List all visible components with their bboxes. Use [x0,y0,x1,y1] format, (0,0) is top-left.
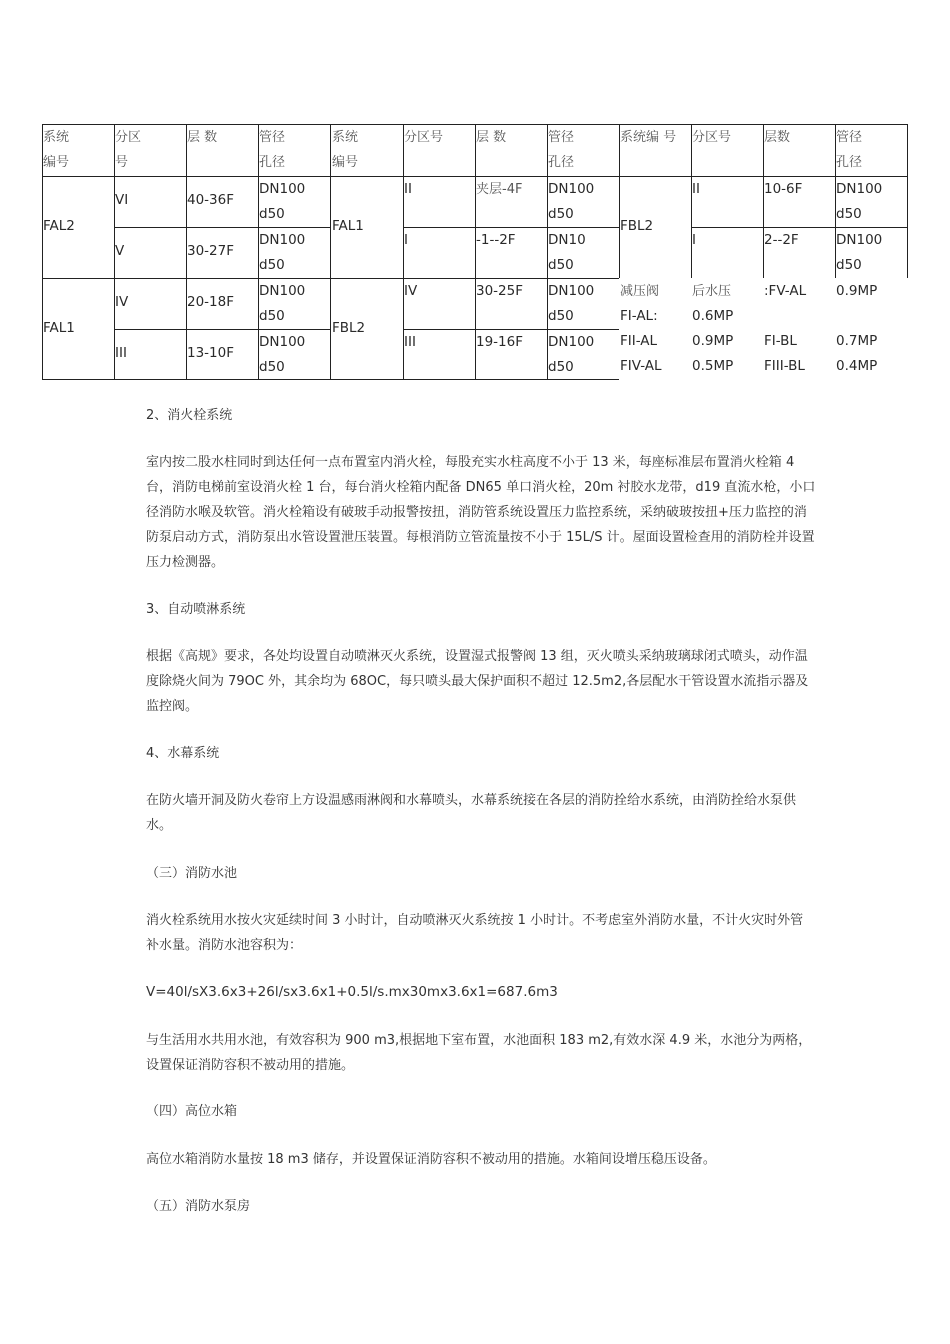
pressure-label: 后水压 [692,284,732,299]
pipe-size: DN100 d50 [548,334,595,375]
header-pipe: 管径 孔径 [836,130,863,170]
pipe-size: DN100 d50 [548,181,595,222]
section-heading: （三）消防水池 [146,866,238,881]
paragraph: 室内按二股水柱同时到达任何一点布置室内消火栓，每股充实水柱高度不小于 13 米，每座标准层布置消火栓箱 4 台，消防电梯前室设消火栓 1 台，每台消火栓箱内配备 DN65 单口消火栓，20m 衬胶水龙带，d19 直流水枪，小口径消防水喉及软管。消火栓箱设有破玻手动报警按扭，消防管系统设置压力监控系统，采纳破玻按扭+压力监控的消防泵启动方式，消防泵出水管设置泄压装置。每根消防立管流量按不小于 15L/S 计。屋面设置检查用的消防栓并设置压力检测器。 [146,455,816,570]
header-zone: 分区号 [404,130,444,145]
pipe-size: DN100 d50 [259,334,306,375]
system-code: FAL1 [332,218,364,234]
pressure-valve: :FV-AL [764,283,807,299]
section-heading: （四）高位水箱 [146,1104,238,1119]
system-code: FAL1 [43,320,75,336]
floor-range: 13-10F [187,345,234,361]
floor-range: 夹层-4F [476,182,523,197]
paragraph: 与生活用水共用水池，有效容积为 900 m3,根据地下室布置，水池面积 183 m2,有效水深 4.9 米，水池分为两格，设置保证消防容积不被动用的措施。 [146,1033,812,1073]
zone-number: I [692,232,696,248]
zone-number: III [404,334,416,350]
zone-number: III [115,345,127,361]
header-system: 系统 编号 [332,130,359,170]
pressure-valve: FIII-BL [764,358,805,374]
system-code: FBL2 [332,320,366,336]
paragraph: 消火栓系统用水按火灾延续时间 3 小时计，自动喷淋灭火系统按 1 小时计。不考虑室外消防水量，不计火灾时外管补水量。消防水池容积为： [146,913,804,953]
zone-number: IV [404,283,418,299]
pressure-valve: FI-AL: [620,308,658,324]
formula: V=40l/sX3.6x3+26l/sx3.6x1+0.5l/s.mx30mx3.6x1=687.6m3 [146,984,558,1000]
floor-range: 10-6F [764,181,803,197]
pipe-size: DN100 d50 [836,232,883,273]
section-heading: 3、自动喷淋系统 [146,602,246,617]
fire-system-table [42,124,908,380]
pipe-size: DN10 d50 [548,232,586,273]
floor-range: 30-27F [187,243,234,259]
floor-range: 30-25F [476,283,523,299]
header-zone: 分区号 [692,130,732,145]
pipe-size: DN100 d50 [259,181,306,222]
pipe-size: DN100 d50 [836,181,883,222]
floor-range: -1--2F [476,232,516,248]
pressure-value: 0.7MP [836,333,878,349]
pressure-valve: FII-AL [620,333,658,349]
zone-number: V [115,243,125,259]
header-pipe: 管径 孔径 [548,130,575,170]
section-heading: 2、消火栓系统 [146,408,233,423]
header-system: 系统编 号 [620,130,677,145]
system-code: FAL2 [43,218,75,234]
pressure-value: 0.5MP [692,358,734,374]
header-floors: 层 数 [476,130,507,145]
pressure-value: 0.9MP [836,283,878,299]
header-floors: 层数 [764,130,791,145]
zone-number: VI [115,192,129,208]
pressure-valve: FIV-AL [620,358,662,374]
zone-number: II [692,181,700,197]
zone-number: I [404,232,408,248]
pressure-value: 0.6MP [692,308,734,324]
pressure-value: 0.4MP [836,358,878,374]
paragraph: 在防火墙开洞及防火卷帘上方设温感雨淋阀和水幕喷头，水幕系统接在各层的消防拴给水系统，由消防拴给水泵供水。 [146,793,797,833]
table-col-line [330,124,331,380]
pressure-valve: FI-BL [764,333,797,349]
header-pipe: 管径 孔径 [259,130,286,170]
header-system: 系统 编号 [43,130,70,170]
pressure-label: 减压阀 [620,284,660,299]
zone-number: II [404,181,412,197]
pressure-value: 0.9MP [692,333,734,349]
zone-number: IV [115,294,129,310]
floor-range: 40-36F [187,192,234,208]
table-border-right [907,124,908,278]
section-heading: 4、水幕系统 [146,746,220,761]
system-code: FBL2 [620,218,654,234]
pipe-size: DN100 d50 [259,283,306,324]
header-zone: 分区 号 [115,130,142,170]
paragraph: 根据《高规》要求，各处均设置自动喷淋灭火系统，设置湿式报警阀 13 组，灭火喷头采纳玻璃球闭式喷头，动作温度除烧火间为 79OC 外，其余均为 68OC，每只喷头最大保护面积不超过 12.5m2,各层配水干管设置水流指示器及监控阀。 [146,649,809,714]
header-floors: 层 数 [187,130,218,145]
section-heading: （五）消防水泵房 [146,1199,251,1214]
pipe-size: DN100 d50 [259,232,306,273]
paragraph: 高位水箱消防水量按 18 m3 储存，并设置保证消防容积不被动用的措施。水箱间设增压稳压设备。 [146,1152,716,1167]
floor-range: 19-16F [476,334,523,350]
floor-range: 20-18F [187,294,234,310]
floor-range: 2--2F [764,232,799,248]
pipe-size: DN100 d50 [548,283,595,324]
